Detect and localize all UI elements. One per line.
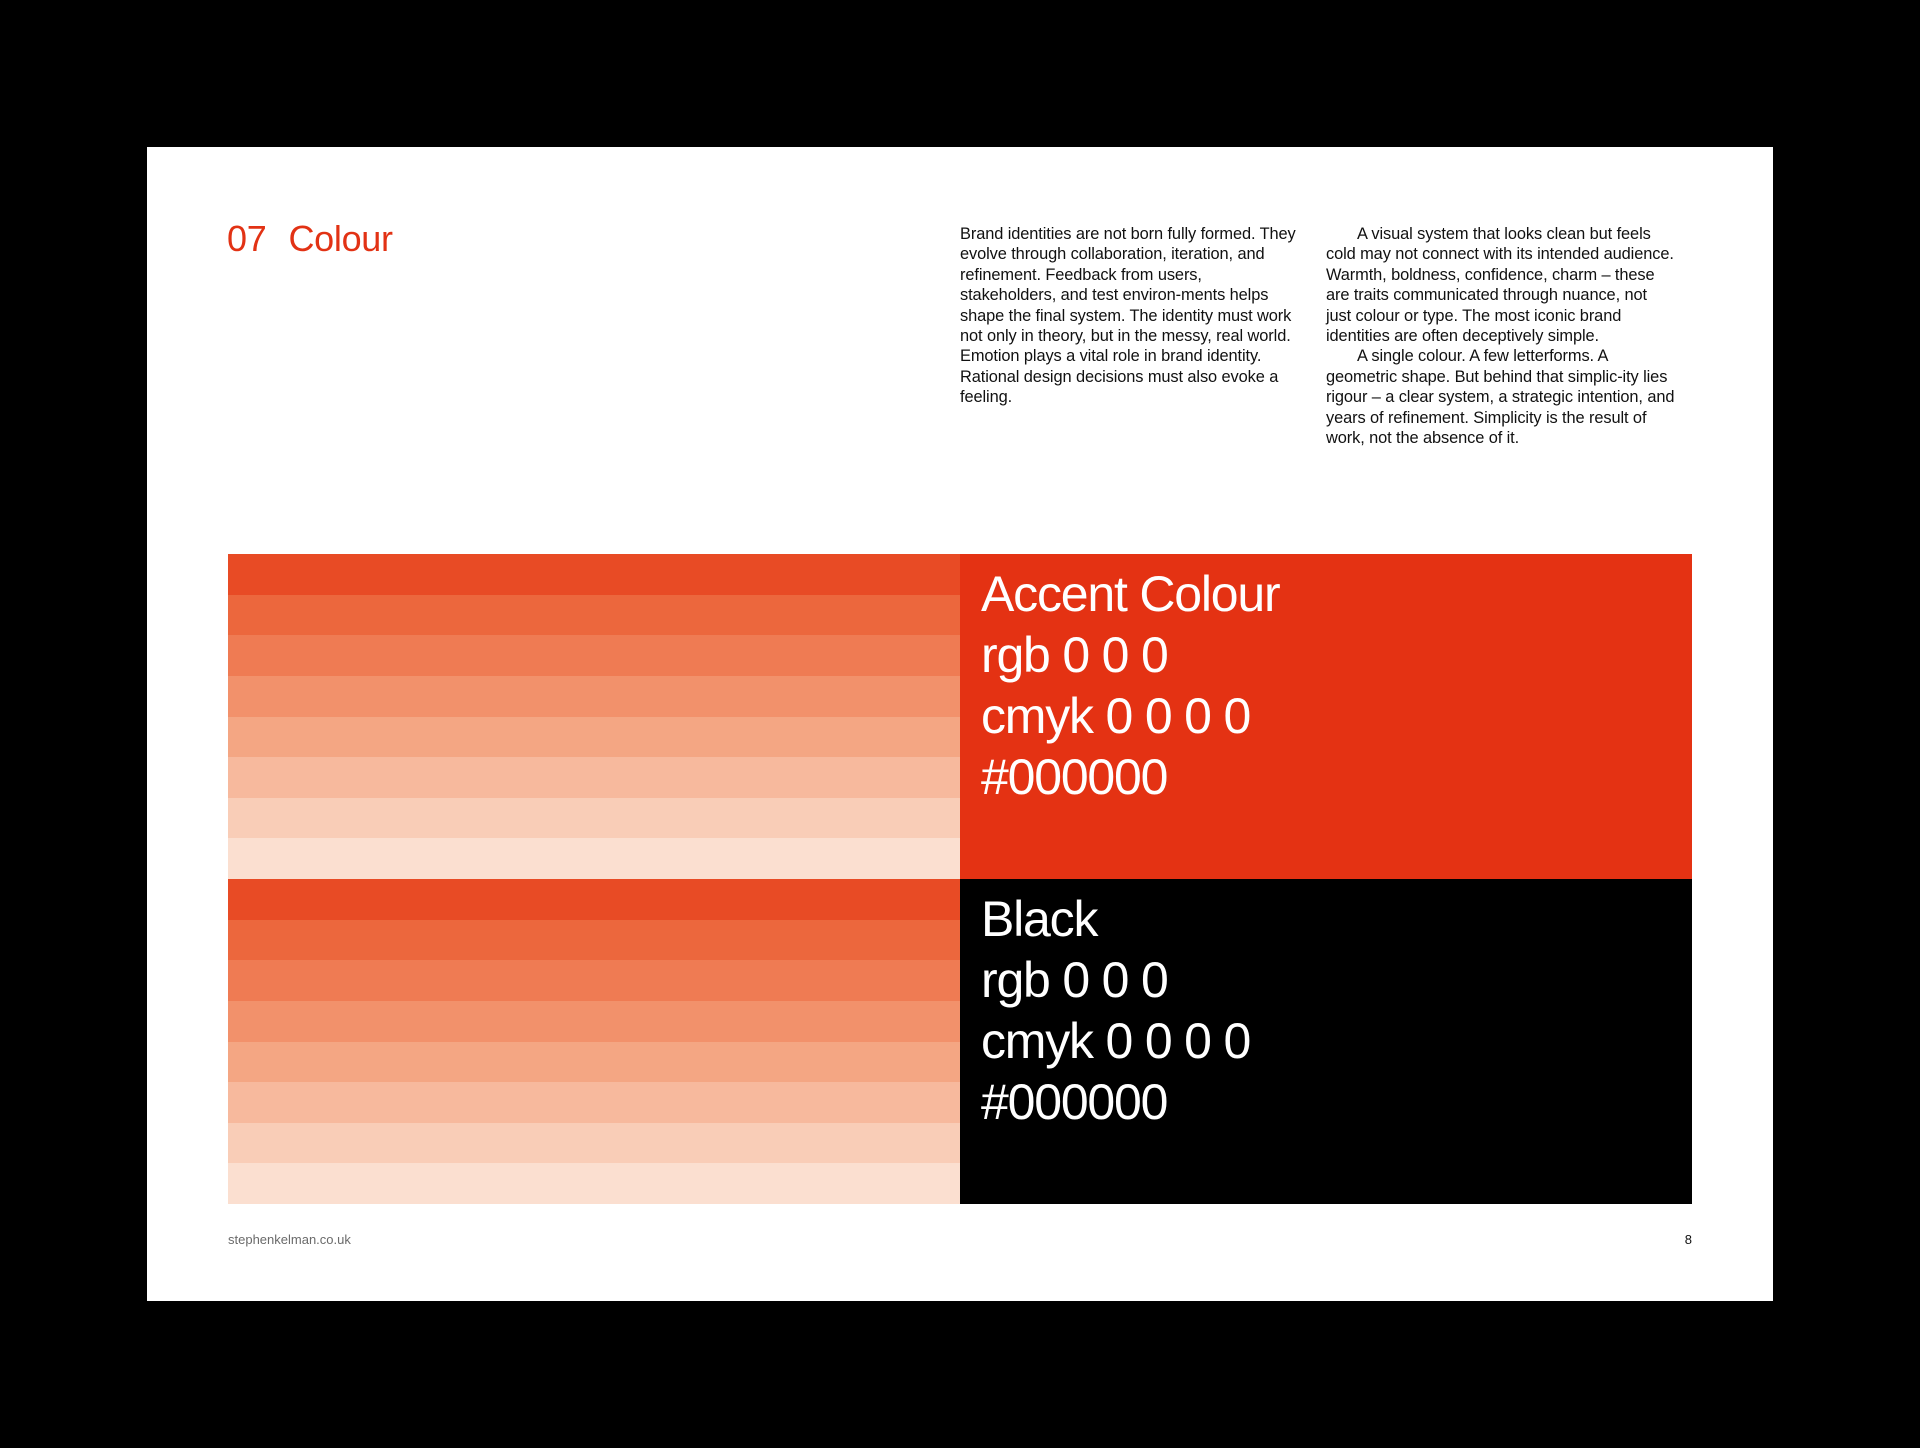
body-text-column-right: [1326, 224, 1676, 448]
body-text-column-left: [960, 224, 1300, 408]
page-number: 8: [1684, 1232, 1692, 1247]
colour-spec: [981, 564, 1279, 808]
colour-hex: #000000: [981, 1074, 1168, 1130]
tint-strip: [228, 717, 960, 758]
tint-strip: [228, 960, 960, 1001]
tint-strip: [228, 1163, 960, 1204]
colour-cmyk: cmyk 0 0 0 0: [981, 1013, 1251, 1069]
colour-hex: #000000: [981, 749, 1168, 805]
body-paragraph: A single colour. A few letterforms. A geometric shape. But behind that simplic-ity lies rigour – a clear system, a strategic intention, and years of refinement. Simplicity is the result of work, not the absence of it.: [1326, 347, 1675, 448]
tint-strip: [228, 676, 960, 717]
tint-strip: [228, 838, 960, 879]
footer-url: stephenkelman.co.uk: [228, 1232, 351, 1247]
tint-strip: [228, 757, 960, 798]
tint-strip: [228, 879, 960, 920]
black-colour-block: [960, 879, 1692, 1204]
tint-strip: [228, 635, 960, 676]
tint-strip: [228, 920, 960, 961]
colour-name: Black: [981, 891, 1098, 947]
body-paragraph: A visual system that looks clean but feels cold may not connect with its intended audience. Warmth, boldness, confidence, charm – these are traits communicated through nuance, not just colour or type. The most iconic brand identities are often deceptively simple.: [1326, 225, 1674, 346]
tint-strip: [228, 1001, 960, 1042]
colour-name: Accent Colour: [981, 566, 1280, 622]
tint-strip: [228, 798, 960, 839]
tint-strip: [228, 595, 960, 636]
section-heading: [227, 219, 393, 259]
tint-strip: [228, 1082, 960, 1123]
colour-swatch-grid: [228, 554, 1692, 1204]
section-number: 07: [227, 218, 267, 259]
tint-strip: [228, 1042, 960, 1083]
colour-spec: [981, 889, 1250, 1133]
section-title: Colour: [288, 218, 393, 259]
tint-strip: [228, 1123, 960, 1164]
black-tint-stack: [228, 879, 960, 1204]
accent-tint-stack: [228, 554, 960, 879]
colour-rgb: rgb 0 0 0: [981, 952, 1168, 1008]
brochure-page: [147, 147, 1773, 1301]
body-paragraph: Brand identities are not born fully formed. They evolve through collaboration, iteration, and refinement. Feedback from users, stakeholders, and test environ-ments helps shape the final system. The identity must work not only in theory, but in the messy, real world. Emotion plays a vital role in brand identity. Rational design decisions must also evoke a feeling.: [960, 225, 1296, 407]
colour-cmyk: cmyk 0 0 0 0: [981, 688, 1251, 744]
colour-rgb: rgb 0 0 0: [981, 627, 1168, 683]
tint-strip: [228, 554, 960, 595]
accent-colour-block: [960, 554, 1692, 879]
